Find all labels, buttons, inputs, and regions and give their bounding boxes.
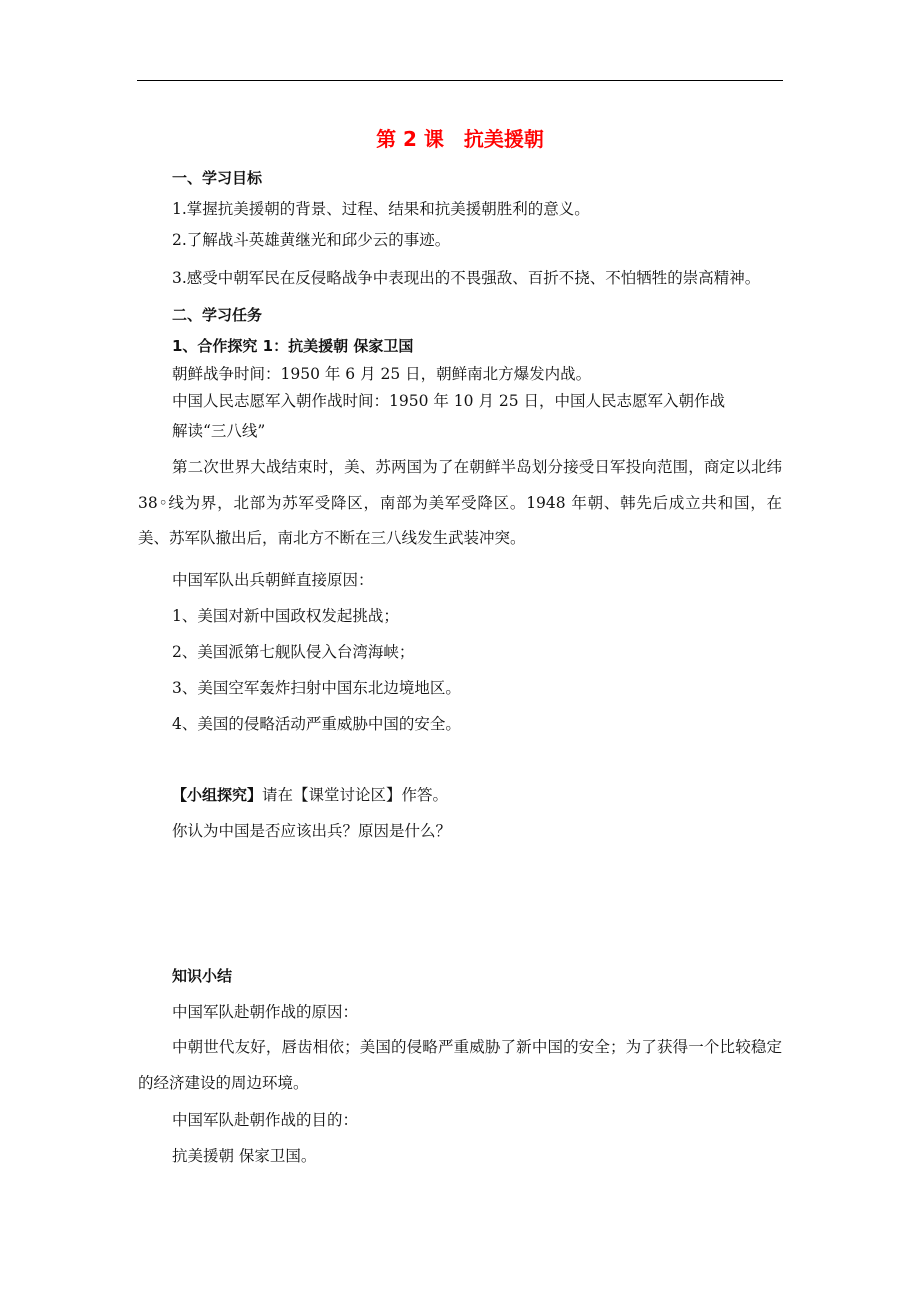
cause-heading: 中国军队赴朝作战的原因： xyxy=(172,1003,359,1021)
goal-item: 2.了解战斗英雄黄继光和邱少云的事迹。 xyxy=(172,231,451,249)
reason-item: 2、美国派第七舰队侵入台湾海峡； xyxy=(172,643,415,661)
text-line: 解读“三八线” xyxy=(172,422,266,440)
reason-item: 1、美国对新中国政权发起挑战； xyxy=(172,607,399,625)
text-line: 中国人民志愿军入朝作战时间：1950 年 10 月 25 日，中国人民志愿军入朝作战 xyxy=(172,392,726,410)
task-subheading: 1、合作探究 1：抗美援朝 保家卫国 xyxy=(172,337,414,355)
group-inquiry-label: 【小组探究】 xyxy=(172,786,263,804)
group-inquiry-text: 请在【课堂讨论区】作答。 xyxy=(262,786,449,804)
question: 你认为中国是否应该出兵？原因是什么？ xyxy=(172,822,452,840)
purpose-text: 抗美援朝 保家卫国。 xyxy=(172,1147,317,1165)
summary-heading: 知识小结 xyxy=(172,967,233,985)
section-heading-tasks: 二、学习任务 xyxy=(172,306,263,324)
cause-text: 中朝世代友好，唇齿相依；美国的侵略严重威胁了新中国的安全；为了获得一个比较稳定的经济建设的周边环境。 xyxy=(138,1038,782,1092)
reason-item: 3、美国空军轰炸扫射中国东北边境地区。 xyxy=(172,679,461,697)
header-rule xyxy=(137,80,783,81)
reasons-heading: 中国军队出兵朝鲜直接原因： xyxy=(172,571,374,589)
purpose-heading: 中国军队赴朝作战的目的： xyxy=(172,1111,359,1129)
paragraph-38th-parallel: 第二次世界大战结束时，美、苏两国为了在朝鲜半岛划分接受日军投向范围，商定以北纬 38◦线为界，北部为苏军受降区，南部为美军受降区。1948 年朝、韩先后成立共和国，在美、苏军队撤出后，南北方不断在三八线发生武装冲突。 xyxy=(138,458,782,547)
group-inquiry xyxy=(172,785,448,805)
text-line: 朝鲜战争时间：1950 年 6 月 25 日，朝鲜南北方爆发内战。 xyxy=(172,365,592,383)
goal-item: 3.感受中朝军民在反侵略战争中表现出的不畏强敌、百折不挠、不怕牺牲的崇高精神。 xyxy=(172,269,761,287)
lesson-title: 第 2 课 抗美援朝 xyxy=(376,127,544,151)
reason-item: 4、美国的侵略活动严重威胁中国的安全。 xyxy=(172,715,461,733)
goal-item: 1.掌握抗美援朝的背景、过程、结果和抗美援朝胜利的意义。 xyxy=(172,200,590,218)
section-heading-goals: 一、学习目标 xyxy=(172,169,263,187)
